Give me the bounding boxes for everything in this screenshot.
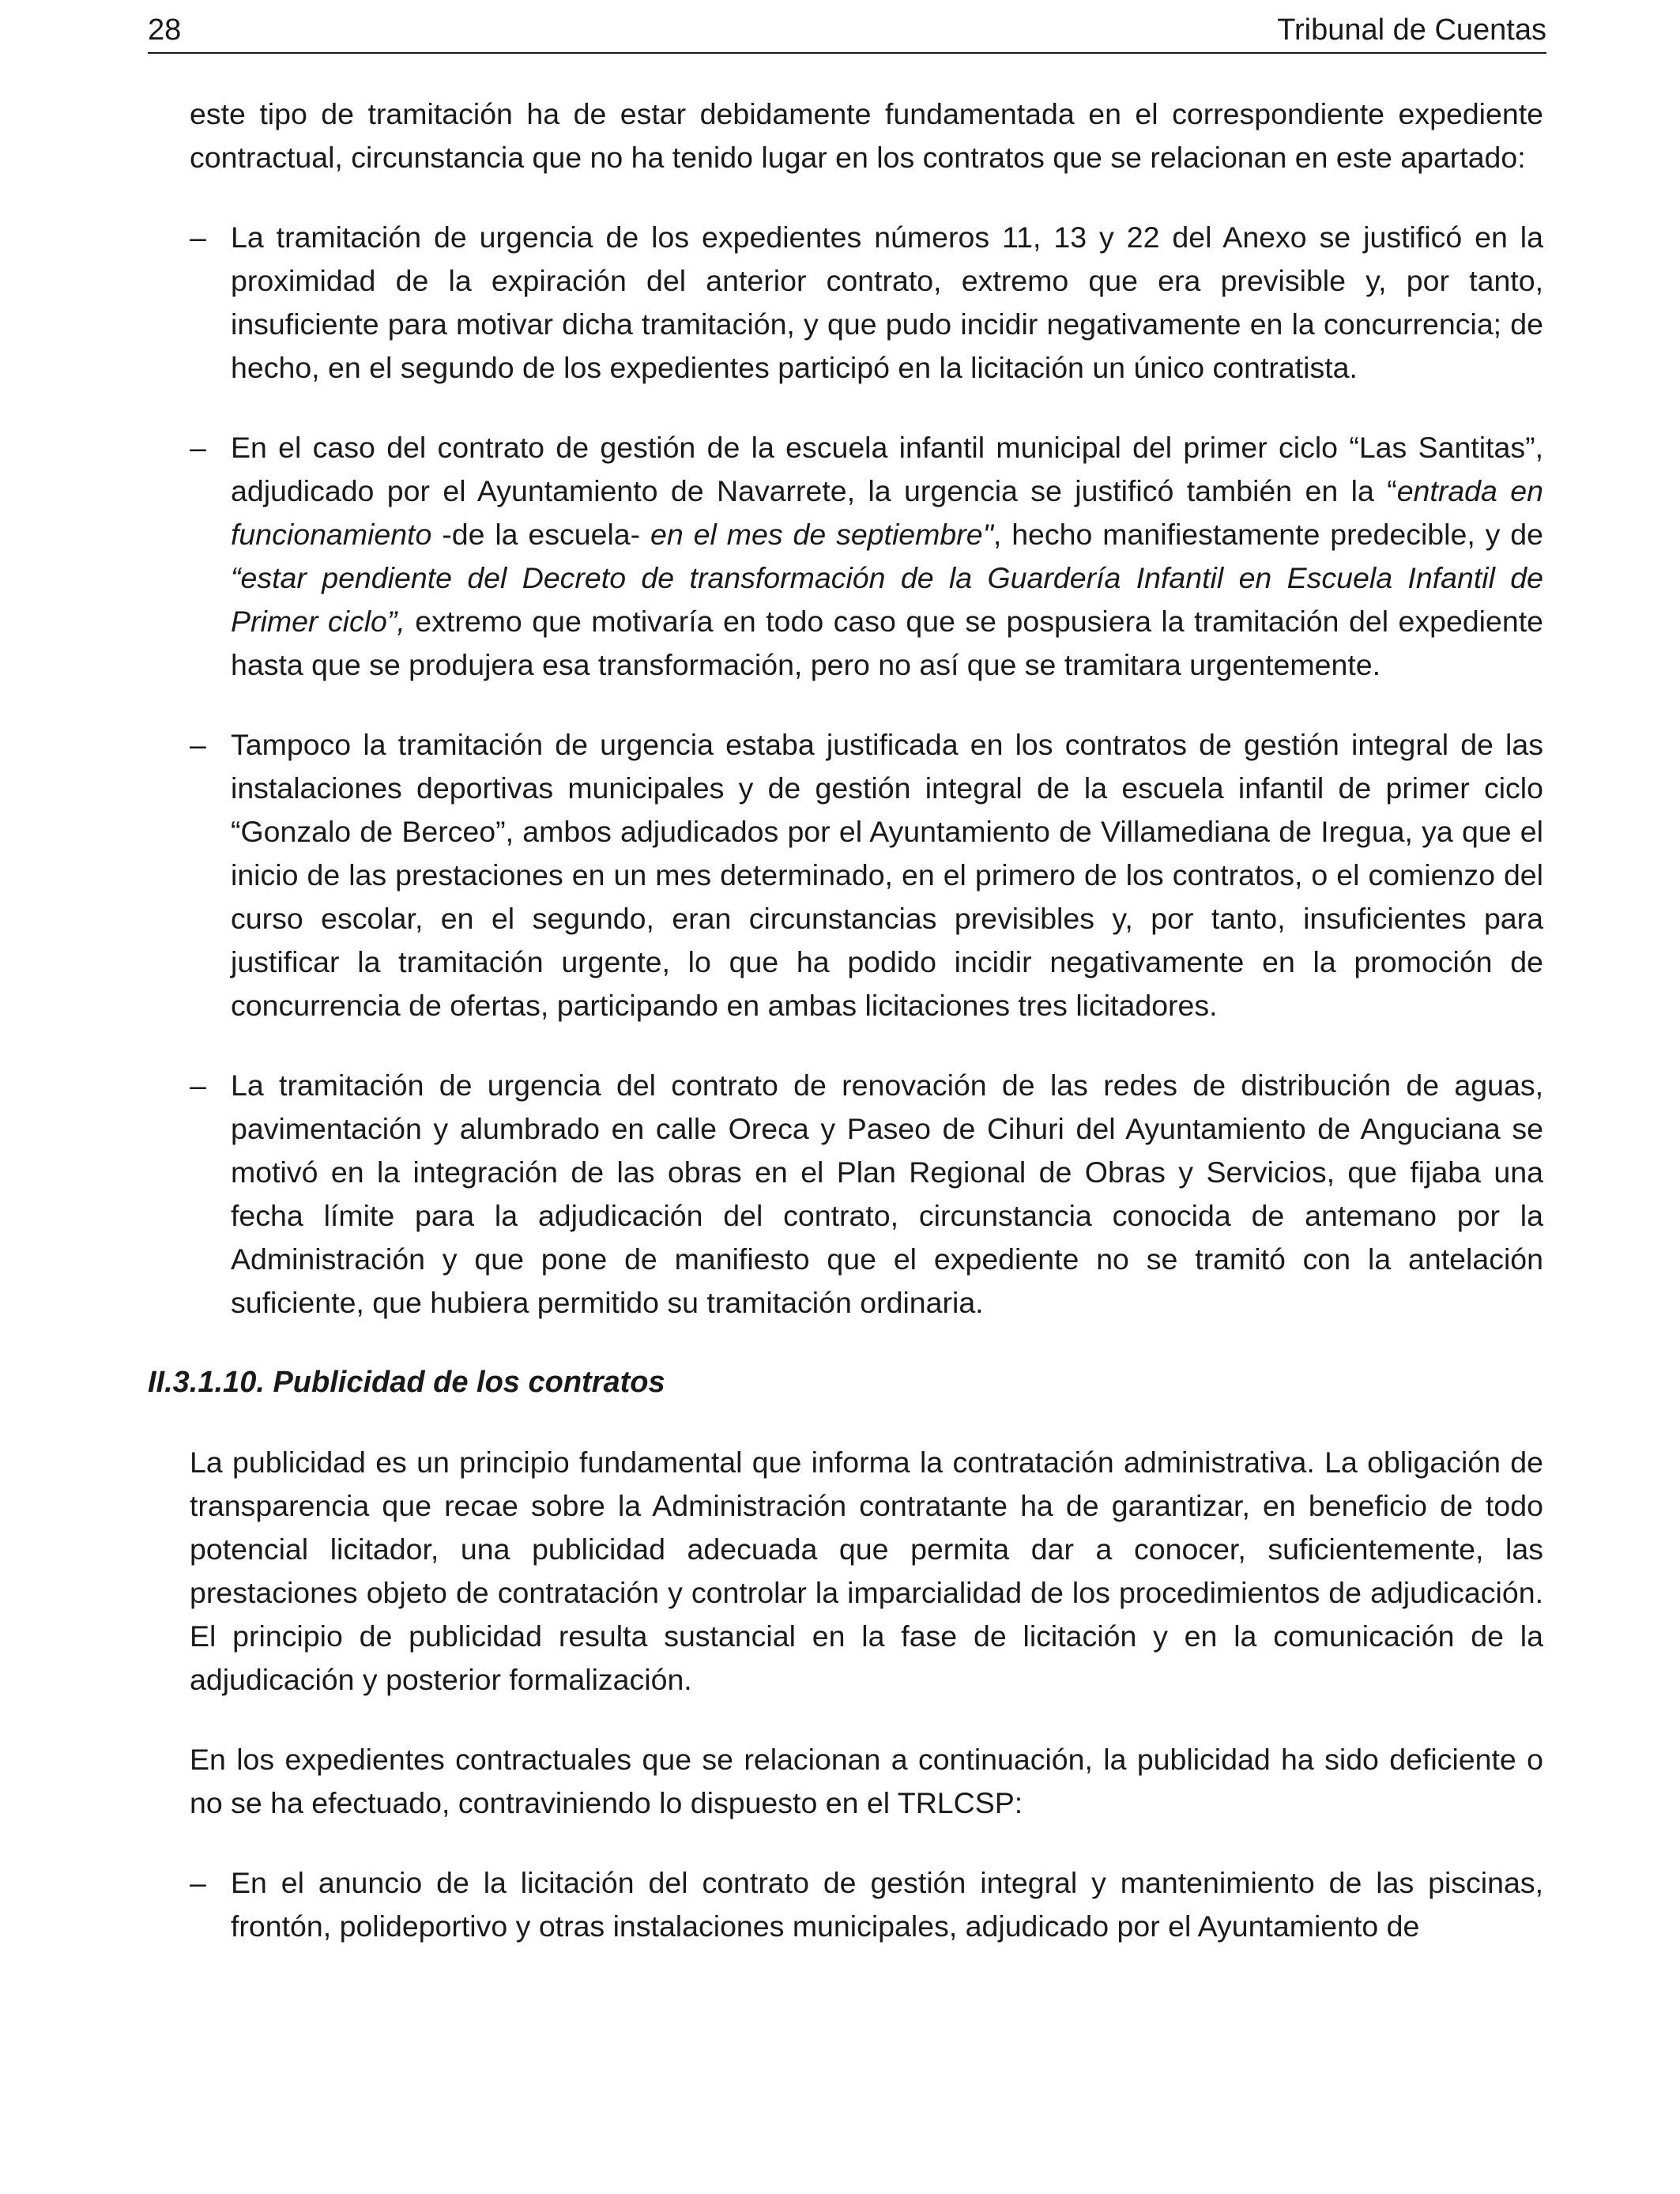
document-body <box>148 92 1543 1948</box>
list-item-text <box>231 221 1543 384</box>
text-run: En el caso del contrato de gestión de la escuela infantil municipal del primer ciclo “Las Santitas”, adjudicado por el Ayuntamiento de Navarrete, la urgencia se justificó también en la “ <box>231 431 1543 507</box>
section-heading: II.3.1.10. Publicidad de los contratos <box>148 1366 665 1399</box>
list-item <box>190 723 1543 1027</box>
section-paragraph: La publicidad es un principio fundamental que informa la contratación administrativa. La obligación de transparencia que recae sobre la Administración contratante ha de garantizar, en beneficio de todo potencial licitador, una publicidad adecuada que permita dar a conocer, suficientemente, las prestaciones objeto de contratación y controlar la imparcialidad de los procedimientos de adjudicación. El principio de publicidad resulta sustancial en la fase de licitación y en la comunicación de la adjudicación y posterior formalización. <box>190 1446 1543 1696</box>
text-run: , hecho manifiestamente predecible, y de <box>993 518 1543 551</box>
list-item <box>190 1064 1543 1325</box>
italic-text-run: entrada en funcionamiento <box>231 474 1543 551</box>
list-item <box>190 1861 1543 1948</box>
text-run: Tampoco la tramitación de urgencia estaba justificada en los contratos de gestión integral de las instalaciones deportivas municipales y de gestión integral de la escuela infantil de primer ciclo “Gonzalo de Berceo”, ambos adjudicados por el Ayuntamiento de Villamediana de Iregua, ya que el inicio de las prestaciones en un mes determinado, en el primero de los contratos, o el comienzo del curso escolar, en el segundo, eran circunstancias previsibles y, por tanto, insuficientes para justificar la tramitación urgente, lo que ha podido incidir negativamente en la promoción de concurrencia de ofertas, participando en ambas licitaciones tres licitadores. <box>231 728 1543 1022</box>
list-item-text <box>231 1866 1543 1943</box>
urgency-list <box>190 216 1543 1325</box>
list-item <box>190 216 1543 390</box>
text-run: -de la escuela- <box>431 518 651 551</box>
publicity-list <box>190 1861 1543 1948</box>
dash-bullet: – <box>190 1866 206 1899</box>
running-title: Tribunal de Cuentas <box>1277 13 1546 47</box>
dash-bullet: – <box>190 728 206 761</box>
text-run: La tramitación de urgencia del contrato de renovación de las redes de distribución de aguas, pavimentación y alumbrado en calle Oreca y Paseo de Cihuri del Ayuntamiento de Anguciana se motivó en la integración de las obras en el Plan Regional de Obras y Servicios, que fijaba una fecha límite para la adjudicación del contrato, circunstancia conocida de antemano por la Administración y que pone de manifiesto que el expediente no se tramitó con la antelación suficiente, que hubiera permitido su tramitación ordinaria. <box>231 1069 1543 1319</box>
dash-bullet: – <box>190 431 206 464</box>
text-run: extremo que motivaría en todo caso que se pospusiera la tramitación del expediente hasta que se produjera esa transformación, pero no así que se tramitara urgentemente. <box>231 605 1543 681</box>
list-item <box>190 426 1543 687</box>
page-number: 28 <box>148 13 182 47</box>
intro-paragraph: este tipo de tramitación ha de estar debidamente fundamentada en el correspondiente expediente contractual, circunstancia que no ha tenido lugar en los contratos que se relacionan en este apartado: <box>190 97 1543 174</box>
section-paragraph: En los expedientes contractuales que se relacionan a continuación, la publicidad ha sido deficiente o no se ha efectuado, contraviniendo lo dispuesto en el TRLCSP: <box>190 1743 1543 1819</box>
list-item-text <box>231 728 1543 1022</box>
page-header <box>148 13 1546 54</box>
list-item-text <box>231 1069 1543 1319</box>
dash-bullet: – <box>190 1069 206 1102</box>
italic-text-run: “estar pendiente del Decreto de transformación de la Guardería Infantil en Escuela Infantil de Primer ciclo”, <box>231 561 1543 638</box>
list-item-text <box>231 431 1543 681</box>
dash-bullet: – <box>190 221 206 254</box>
italic-text-run: en el mes de septiembre" <box>650 518 993 551</box>
text-run: La tramitación de urgencia de los expedientes números 11, 13 y 22 del Anexo se justificó en la proximidad de la expiración del anterior contrato, extremo que era previsible y, por tanto, insuficiente para motivar dicha tramitación, y que pudo incidir negativamente en la concurrencia; de hecho, en el segundo de los expedientes participó en la licitación un único contratista. <box>231 221 1543 384</box>
text-run: En el anuncio de la licitación del contrato de gestión integral y mantenimiento de las piscinas, frontón, polideportivo y otras instalaciones municipales, adjudicado por el Ayuntamiento de <box>231 1866 1543 1943</box>
